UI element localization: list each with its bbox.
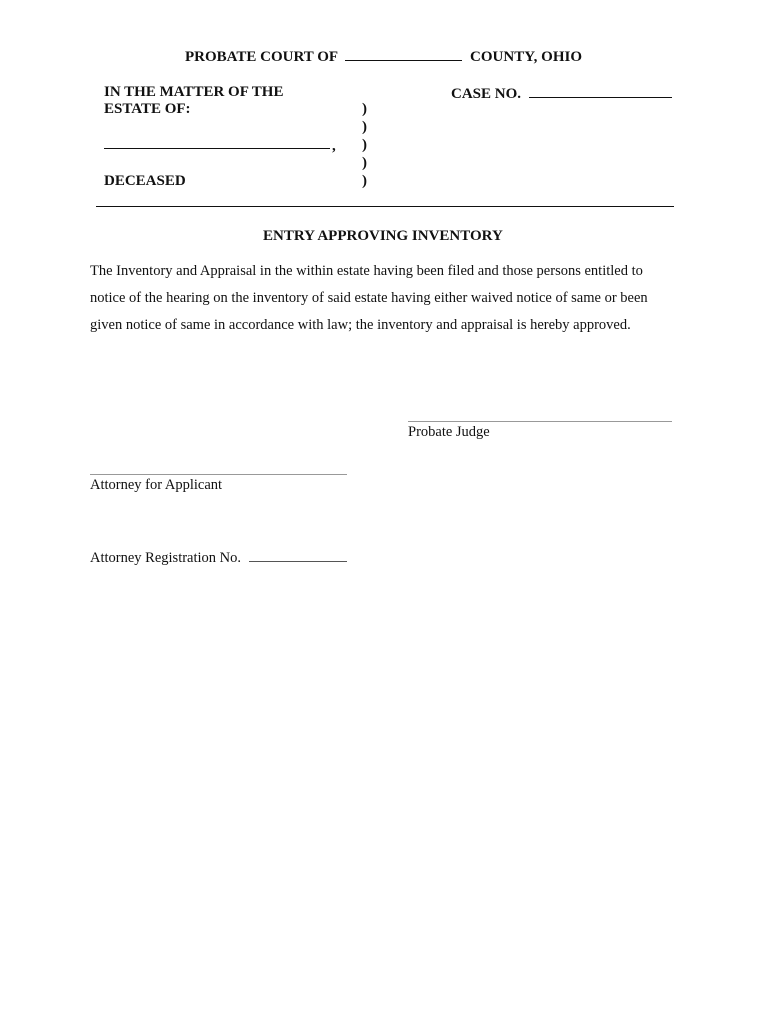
decedent-comma: , <box>332 138 336 154</box>
court-title <box>185 47 582 66</box>
attorney-signature-label: Attorney for Applicant <box>90 477 223 493</box>
case-number-blank[interactable] <box>529 84 672 98</box>
county-name-blank[interactable] <box>345 47 462 61</box>
attorney-registration-blank[interactable] <box>249 548 347 562</box>
decedent-name-blank[interactable] <box>104 148 330 149</box>
entry-title: ENTRY APPROVING INVENTORY <box>263 228 503 244</box>
entry-body: The Inventory and Appraisal in the within estate having been filed and those persons entitled to notice of the hearing on the inventory of said estate having either waived notice of same or been given notice of same in accordance with law; the inventory and appraisal is hereby approved. <box>90 263 648 333</box>
caption-paren: ) <box>362 173 367 189</box>
attorney-registration-label: Attorney Registration No. <box>90 550 242 566</box>
caption-paren: ) <box>362 119 367 135</box>
attorney-registration <box>90 548 347 567</box>
matter-of-line-2: ESTATE OF: <box>104 101 191 117</box>
caption-paren: ) <box>362 101 367 117</box>
case-number <box>451 84 672 103</box>
court-title-prefix: PROBATE COURT OF <box>185 49 338 65</box>
caption-paren: ) <box>362 137 367 153</box>
caption-divider <box>96 206 674 207</box>
attorney-signature-line[interactable] <box>90 474 347 475</box>
judge-signature-line[interactable] <box>408 421 672 422</box>
caption-paren: ) <box>362 155 367 171</box>
case-number-label: CASE NO. <box>451 86 522 102</box>
court-title-suffix: COUNTY, OHIO <box>470 49 583 65</box>
matter-of-line-1: IN THE MATTER OF THE <box>104 84 284 100</box>
deceased-label: DECEASED <box>104 173 186 189</box>
judge-signature-label: Probate Judge <box>408 424 490 440</box>
